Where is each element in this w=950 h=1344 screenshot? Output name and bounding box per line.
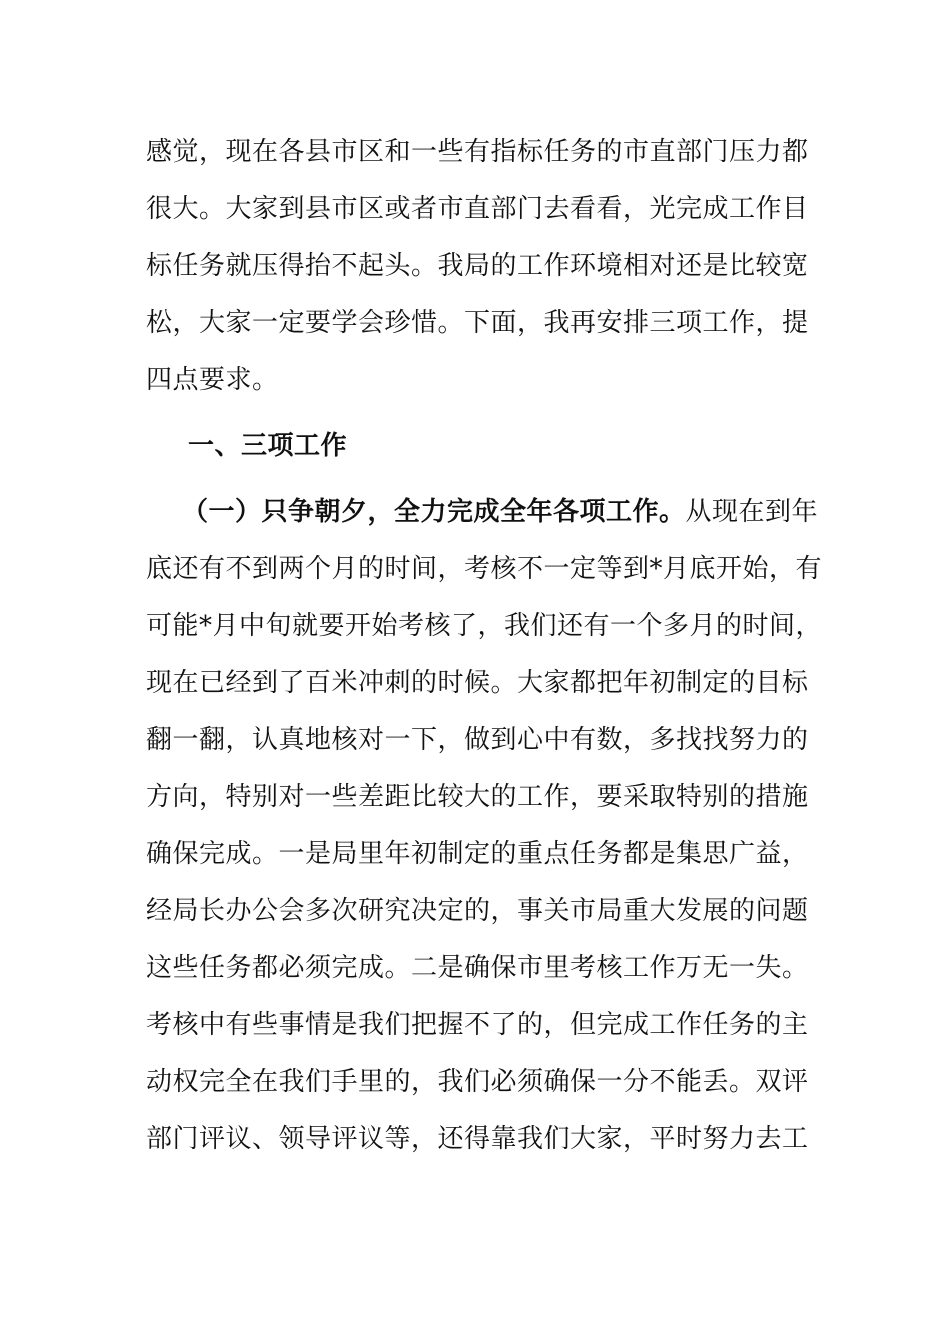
paragraph-line: 可能*月中旬就要开始考核了，我们还有一个多月的时间， [146, 611, 823, 641]
paragraph-line: 这些任务都必须完成。二是确保市里考核工作万无一失。 [146, 953, 809, 983]
paragraph-line: 很大。大家到县市区或者市直部门去看看，光完成工作目 [146, 194, 809, 224]
paragraph-line: 部门评议、领导评议等，还得靠我们大家，平时努力去工 [146, 1124, 809, 1154]
paragraph-line: 方向，特别对一些差距比较大的工作，要采取特别的措施 [146, 782, 809, 812]
paragraph-line: 四点要求。 [146, 365, 279, 395]
subsection-first-line-rest: 从现在到年 [685, 497, 819, 527]
section-heading: 一、三项工作 [188, 431, 348, 461]
paragraph-line: 翻一翻，认真地核对一下，做到心中有数，多找找努力的 [146, 725, 809, 755]
paragraph-line: 考核中有些事情是我们把握不了的，但完成工作任务的主 [146, 1010, 809, 1040]
paragraph-line: 确保完成。一是局里年初制定的重点任务都是集思广益， [146, 839, 809, 869]
paragraph-line: 底还有不到两个月的时间，考核不一定等到*月底开始，有 [146, 554, 823, 584]
paragraph-line: 动权完全在我们手里的，我们必须确保一分不能丢。双评 [146, 1067, 809, 1097]
subsection-title: （一）只争朝夕，全力完成全年各项工作。 [182, 497, 686, 527]
subsection-first-line [182, 492, 819, 532]
paragraph-line: 经局长办公会多次研究决定的，事关市局重大发展的问题 [146, 896, 809, 926]
paragraph-line: 标任务就压得抬不起头。我局的工作环境相对还是比较宽 [146, 251, 809, 281]
paragraph-line: 现在已经到了百米冲刺的时候。大家都把年初制定的目标 [146, 668, 809, 698]
paragraph-line: 松，大家一定要学会珍惜。下面，我再安排三项工作，提 [146, 308, 809, 338]
paragraph-line: 感觉，现在各县市区和一些有指标任务的市直部门压力都 [146, 137, 809, 167]
